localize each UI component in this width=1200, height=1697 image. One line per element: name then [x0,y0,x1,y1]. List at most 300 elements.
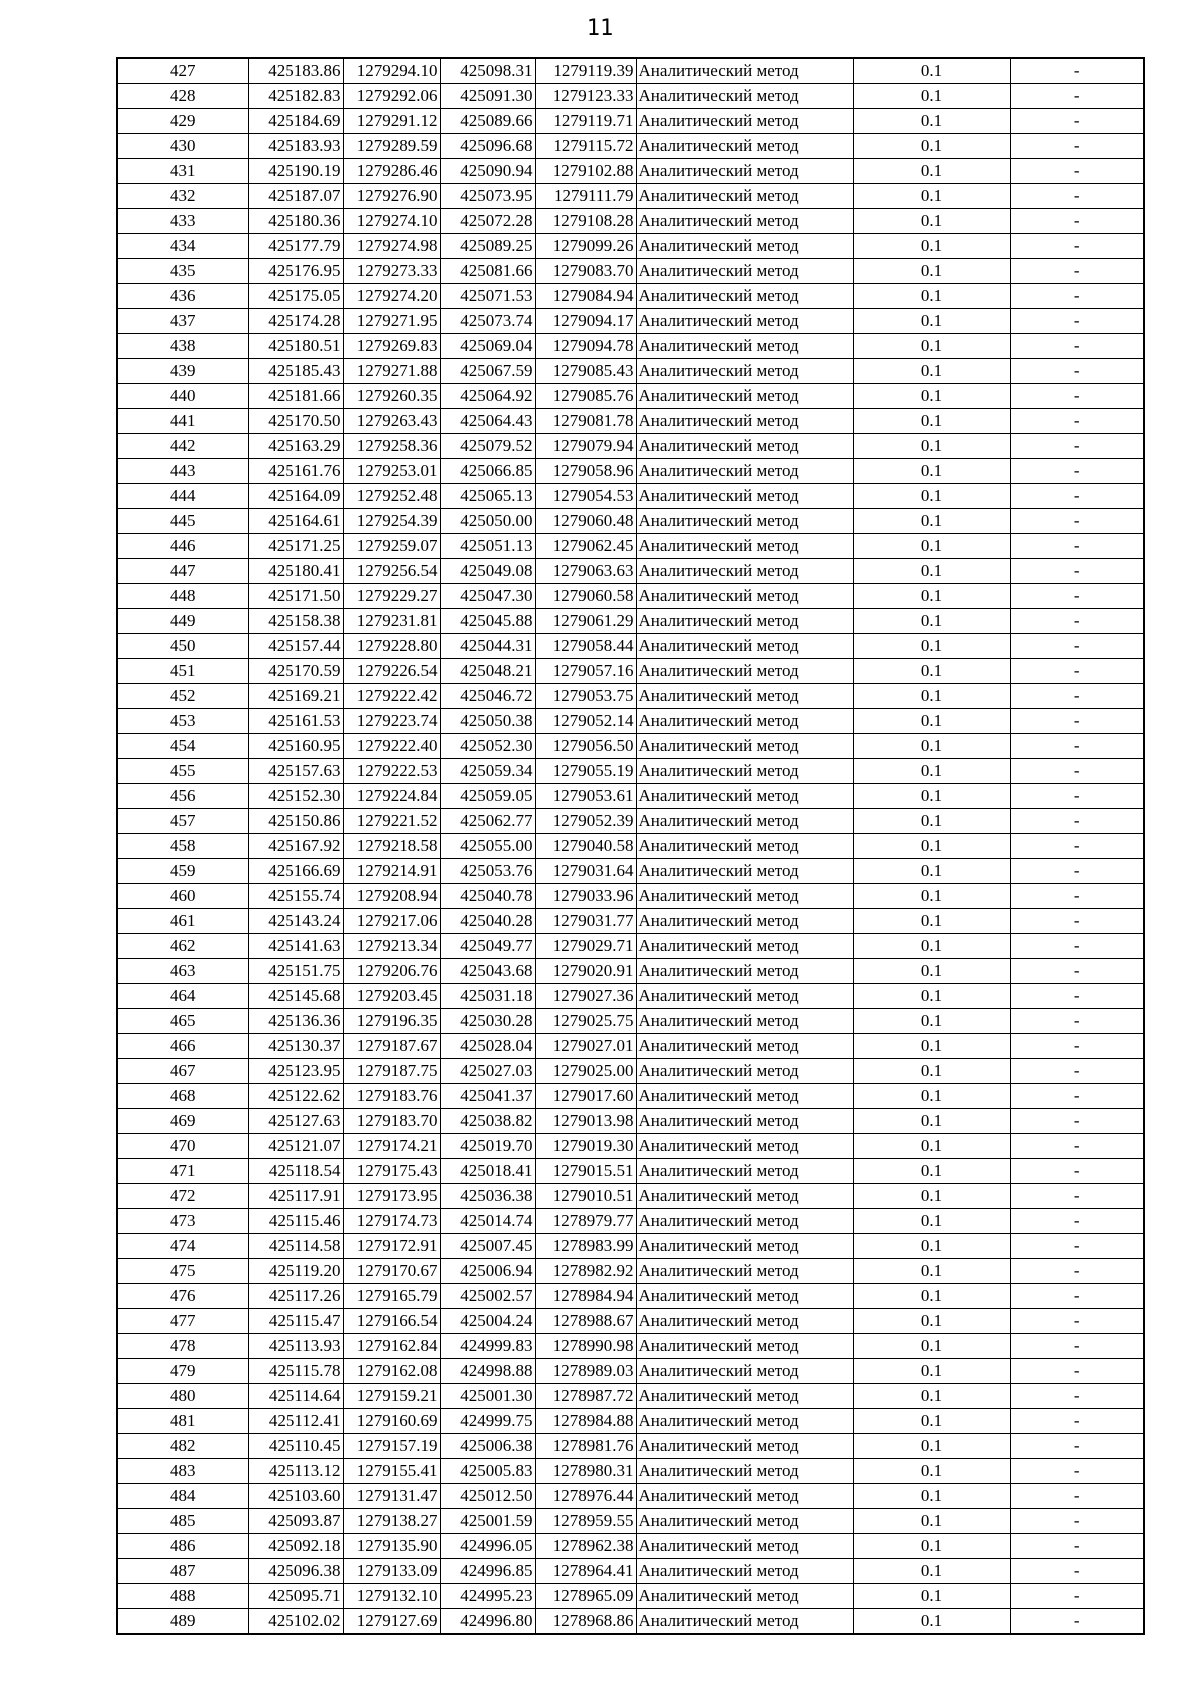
x-coordinate-1: 425161.53 [248,709,343,734]
point-number: 449 [117,609,248,634]
x-coordinate-2: 425001.59 [440,1509,535,1534]
note-cell: - [1010,1059,1144,1084]
method-cell: Аналитический метод [636,984,853,1009]
accuracy-cell: 0.1 [853,284,1010,309]
table-row [117,1109,1144,1134]
method-cell: Аналитический метод [636,1259,853,1284]
accuracy-cell: 0.1 [853,1134,1010,1159]
x-coordinate-1: 425121.07 [248,1134,343,1159]
y-coordinate-1: 1279274.20 [343,284,440,309]
x-coordinate-2: 425049.08 [440,559,535,584]
x-coordinate-1: 425163.29 [248,434,343,459]
x-coordinate-2: 425055.00 [440,834,535,859]
method-cell: Аналитический метод [636,1059,853,1084]
point-number: 439 [117,359,248,384]
x-coordinate-1: 425187.07 [248,184,343,209]
x-coordinate-1: 425113.12 [248,1459,343,1484]
x-coordinate-1: 425110.45 [248,1434,343,1459]
method-cell: Аналитический метод [636,1184,853,1209]
x-coordinate-2: 425073.95 [440,184,535,209]
method-cell: Аналитический метод [636,209,853,234]
accuracy-cell: 0.1 [853,1109,1010,1134]
note-cell: - [1010,1259,1144,1284]
accuracy-cell: 0.1 [853,309,1010,334]
x-coordinate-1: 425152.30 [248,784,343,809]
y-coordinate-2: 1279027.36 [535,984,636,1009]
table-row [117,884,1144,909]
note-cell: - [1010,1159,1144,1184]
y-coordinate-1: 1279157.19 [343,1434,440,1459]
point-number: 450 [117,634,248,659]
y-coordinate-2: 1279060.48 [535,509,636,534]
y-coordinate-1: 1279224.84 [343,784,440,809]
accuracy-cell: 0.1 [853,909,1010,934]
x-coordinate-1: 425174.28 [248,309,343,334]
method-cell: Аналитический метод [636,1234,853,1259]
accuracy-cell: 0.1 [853,109,1010,134]
y-coordinate-2: 1278984.94 [535,1284,636,1309]
note-cell: - [1010,409,1144,434]
method-cell: Аналитический метод [636,1509,853,1534]
table-row [117,784,1144,809]
y-coordinate-2: 1279083.70 [535,259,636,284]
method-cell: Аналитический метод [636,159,853,184]
accuracy-cell: 0.1 [853,484,1010,509]
y-coordinate-1: 1279165.79 [343,1284,440,1309]
note-cell: - [1010,1134,1144,1159]
y-coordinate-1: 1279222.40 [343,734,440,759]
y-coordinate-1: 1279166.54 [343,1309,440,1334]
x-coordinate-2: 425098.31 [440,58,535,84]
table-row [117,1559,1144,1584]
point-number: 436 [117,284,248,309]
y-coordinate-1: 1279208.94 [343,884,440,909]
y-coordinate-1: 1279263.43 [343,409,440,434]
point-number: 428 [117,84,248,109]
method-cell: Аналитический метод [636,1459,853,1484]
note-cell: - [1010,1309,1144,1334]
x-coordinate-1: 425171.25 [248,534,343,559]
accuracy-cell: 0.1 [853,1434,1010,1459]
method-cell: Аналитический метод [636,1359,853,1384]
x-coordinate-2: 425064.92 [440,384,535,409]
point-number: 456 [117,784,248,809]
y-coordinate-2: 1279017.60 [535,1084,636,1109]
x-coordinate-1: 425155.74 [248,884,343,909]
method-cell: Аналитический метод [636,1384,853,1409]
point-number: 445 [117,509,248,534]
y-coordinate-2: 1279111.79 [535,184,636,209]
accuracy-cell: 0.1 [853,684,1010,709]
method-cell: Аналитический метод [636,259,853,284]
table-row [117,1409,1144,1434]
accuracy-cell: 0.1 [853,509,1010,534]
point-number: 483 [117,1459,248,1484]
y-coordinate-2: 1278983.99 [535,1234,636,1259]
x-coordinate-1: 425166.69 [248,859,343,884]
note-cell: - [1010,1384,1144,1409]
x-coordinate-2: 425001.30 [440,1384,535,1409]
accuracy-cell: 0.1 [853,534,1010,559]
y-coordinate-2: 1279061.29 [535,609,636,634]
y-coordinate-1: 1279183.70 [343,1109,440,1134]
table-row [117,484,1144,509]
table-body [117,58,1144,1634]
method-cell: Аналитический метод [636,1034,853,1059]
x-coordinate-2: 425050.00 [440,509,535,534]
accuracy-cell: 0.1 [853,434,1010,459]
note-cell: - [1010,709,1144,734]
x-coordinate-2: 425046.72 [440,684,535,709]
note-cell: - [1010,1534,1144,1559]
x-coordinate-1: 425182.83 [248,84,343,109]
method-cell: Аналитический метод [636,1584,853,1609]
point-number: 466 [117,1034,248,1059]
y-coordinate-2: 1278990.98 [535,1334,636,1359]
method-cell: Аналитический метод [636,1409,853,1434]
note-cell: - [1010,509,1144,534]
method-cell: Аналитический метод [636,859,853,884]
y-coordinate-1: 1279172.91 [343,1234,440,1259]
x-coordinate-2: 425019.70 [440,1134,535,1159]
note-cell: - [1010,909,1144,934]
x-coordinate-1: 425102.02 [248,1609,343,1635]
note-cell: - [1010,784,1144,809]
table-row [117,1159,1144,1184]
method-cell: Аналитический метод [636,1534,853,1559]
accuracy-cell: 0.1 [853,234,1010,259]
x-coordinate-1: 425151.75 [248,959,343,984]
y-coordinate-2: 1279054.53 [535,484,636,509]
point-number: 454 [117,734,248,759]
x-coordinate-2: 425081.66 [440,259,535,284]
point-number: 473 [117,1209,248,1234]
x-coordinate-2: 425012.50 [440,1484,535,1509]
point-number: 430 [117,134,248,159]
y-coordinate-1: 1279276.90 [343,184,440,209]
point-number: 438 [117,334,248,359]
method-cell: Аналитический метод [636,584,853,609]
x-coordinate-1: 425180.41 [248,559,343,584]
point-number: 427 [117,58,248,84]
note-cell: - [1010,259,1144,284]
method-cell: Аналитический метод [636,784,853,809]
table-row [117,1184,1144,1209]
accuracy-cell: 0.1 [853,1259,1010,1284]
method-cell: Аналитический метод [636,234,853,259]
y-coordinate-2: 1279015.51 [535,1159,636,1184]
x-coordinate-1: 425092.18 [248,1534,343,1559]
y-coordinate-1: 1279218.58 [343,834,440,859]
method-cell: Аналитический метод [636,484,853,509]
note-cell: - [1010,659,1144,684]
y-coordinate-2: 1279013.98 [535,1109,636,1134]
method-cell: Аналитический метод [636,1309,853,1334]
note-cell: - [1010,609,1144,634]
x-coordinate-2: 424996.85 [440,1559,535,1584]
method-cell: Аналитический метод [636,834,853,859]
x-coordinate-2: 425028.04 [440,1034,535,1059]
table-row [117,309,1144,334]
table-row [117,234,1144,259]
x-coordinate-1: 425123.95 [248,1059,343,1084]
table-row [117,1384,1144,1409]
x-coordinate-2: 425036.38 [440,1184,535,1209]
point-number: 440 [117,384,248,409]
y-coordinate-2: 1279052.39 [535,809,636,834]
accuracy-cell: 0.1 [853,734,1010,759]
point-number: 459 [117,859,248,884]
point-number: 458 [117,834,248,859]
method-cell: Аналитический метод [636,334,853,359]
point-number: 465 [117,1009,248,1034]
point-number: 481 [117,1409,248,1434]
method-cell: Аналитический метод [636,58,853,84]
point-number: 451 [117,659,248,684]
note-cell: - [1010,459,1144,484]
y-coordinate-1: 1279291.12 [343,109,440,134]
x-coordinate-1: 425115.47 [248,1309,343,1334]
x-coordinate-1: 425170.59 [248,659,343,684]
note-cell: - [1010,359,1144,384]
y-coordinate-1: 1279273.33 [343,259,440,284]
y-coordinate-2: 1279102.88 [535,159,636,184]
point-number: 469 [117,1109,248,1134]
y-coordinate-2: 1279079.94 [535,434,636,459]
y-coordinate-1: 1279173.95 [343,1184,440,1209]
note-cell: - [1010,1559,1144,1584]
x-coordinate-1: 425115.46 [248,1209,343,1234]
point-number: 477 [117,1309,248,1334]
y-coordinate-1: 1279294.10 [343,58,440,84]
method-cell: Аналитический метод [636,1109,853,1134]
table-row [117,684,1144,709]
x-coordinate-2: 425050.38 [440,709,535,734]
y-coordinate-2: 1279085.76 [535,384,636,409]
method-cell: Аналитический метод [636,884,853,909]
point-number: 432 [117,184,248,209]
x-coordinate-2: 425014.74 [440,1209,535,1234]
note-cell: - [1010,809,1144,834]
accuracy-cell: 0.1 [853,1409,1010,1434]
y-coordinate-1: 1279258.36 [343,434,440,459]
y-coordinate-2: 1279010.51 [535,1184,636,1209]
y-coordinate-2: 1279027.01 [535,1034,636,1059]
method-cell: Аналитический метод [636,1334,853,1359]
note-cell: - [1010,1034,1144,1059]
table-row [117,1309,1144,1334]
table-row [117,859,1144,884]
table-row [117,709,1144,734]
y-coordinate-1: 1279162.08 [343,1359,440,1384]
note-cell: - [1010,1084,1144,1109]
table-row [117,809,1144,834]
table-row [117,1059,1144,1084]
y-coordinate-1: 1279269.83 [343,334,440,359]
y-coordinate-2: 1279119.39 [535,58,636,84]
y-coordinate-1: 1279274.98 [343,234,440,259]
y-coordinate-1: 1279138.27 [343,1509,440,1534]
x-coordinate-2: 425071.53 [440,284,535,309]
point-number: 468 [117,1084,248,1109]
x-coordinate-2: 425027.03 [440,1059,535,1084]
x-coordinate-1: 425145.68 [248,984,343,1009]
x-coordinate-1: 425130.37 [248,1034,343,1059]
y-coordinate-1: 1279214.91 [343,859,440,884]
x-coordinate-1: 425096.38 [248,1559,343,1584]
x-coordinate-2: 425089.25 [440,234,535,259]
method-cell: Аналитический метод [636,1284,853,1309]
table-row [117,759,1144,784]
x-coordinate-2: 425002.57 [440,1284,535,1309]
table-row [117,1434,1144,1459]
x-coordinate-2: 425096.68 [440,134,535,159]
y-coordinate-2: 1279019.30 [535,1134,636,1159]
x-coordinate-1: 425118.54 [248,1159,343,1184]
x-coordinate-2: 425091.30 [440,84,535,109]
note-cell: - [1010,884,1144,909]
note-cell: - [1010,159,1144,184]
method-cell: Аналитический метод [636,1434,853,1459]
point-number: 429 [117,109,248,134]
point-number: 437 [117,309,248,334]
point-number: 434 [117,234,248,259]
method-cell: Аналитический метод [636,559,853,584]
x-coordinate-1: 425164.61 [248,509,343,534]
x-coordinate-2: 425073.74 [440,309,535,334]
y-coordinate-2: 1279058.44 [535,634,636,659]
y-coordinate-2: 1278968.86 [535,1609,636,1635]
x-coordinate-1: 425114.58 [248,1234,343,1259]
y-coordinate-1: 1279131.47 [343,1484,440,1509]
accuracy-cell: 0.1 [853,1584,1010,1609]
note-cell: - [1010,109,1144,134]
x-coordinate-2: 425006.94 [440,1259,535,1284]
y-coordinate-2: 1279057.16 [535,659,636,684]
method-cell: Аналитический метод [636,659,853,684]
point-number: 484 [117,1484,248,1509]
table-row [117,1284,1144,1309]
x-coordinate-1: 425141.63 [248,934,343,959]
point-number: 472 [117,1184,248,1209]
y-coordinate-2: 1278987.72 [535,1384,636,1409]
accuracy-cell: 0.1 [853,634,1010,659]
note-cell: - [1010,1459,1144,1484]
table-row [117,734,1144,759]
x-coordinate-2: 425072.28 [440,209,535,234]
y-coordinate-2: 1278962.38 [535,1534,636,1559]
y-coordinate-2: 1279119.71 [535,109,636,134]
table-row [117,1234,1144,1259]
accuracy-cell: 0.1 [853,209,1010,234]
y-coordinate-2: 1279040.58 [535,834,636,859]
x-coordinate-1: 425150.86 [248,809,343,834]
x-coordinate-1: 425164.09 [248,484,343,509]
x-coordinate-2: 425040.78 [440,884,535,909]
y-coordinate-2: 1279058.96 [535,459,636,484]
y-coordinate-1: 1279289.59 [343,134,440,159]
note-cell: - [1010,1334,1144,1359]
y-coordinate-1: 1279222.42 [343,684,440,709]
y-coordinate-2: 1278980.31 [535,1459,636,1484]
y-coordinate-2: 1279099.26 [535,234,636,259]
x-coordinate-2: 425049.77 [440,934,535,959]
note-cell: - [1010,234,1144,259]
coordinates-table [116,57,1145,1635]
accuracy-cell: 0.1 [853,834,1010,859]
accuracy-cell: 0.1 [853,1334,1010,1359]
y-coordinate-1: 1279213.34 [343,934,440,959]
table-row [117,909,1144,934]
point-number: 461 [117,909,248,934]
note-cell: - [1010,284,1144,309]
x-coordinate-2: 425030.28 [440,1009,535,1034]
note-cell: - [1010,1434,1144,1459]
x-coordinate-1: 425157.44 [248,634,343,659]
y-coordinate-2: 1279081.78 [535,409,636,434]
y-coordinate-1: 1279174.73 [343,1209,440,1234]
accuracy-cell: 0.1 [853,409,1010,434]
y-coordinate-1: 1279260.35 [343,384,440,409]
y-coordinate-2: 1279063.63 [535,559,636,584]
accuracy-cell: 0.1 [853,384,1010,409]
y-coordinate-1: 1279254.39 [343,509,440,534]
note-cell: - [1010,1509,1144,1534]
y-coordinate-2: 1279052.14 [535,709,636,734]
point-number: 489 [117,1609,248,1635]
y-coordinate-1: 1279162.84 [343,1334,440,1359]
x-coordinate-2: 425069.04 [440,334,535,359]
table-row [117,1009,1144,1034]
point-number: 460 [117,884,248,909]
x-coordinate-1: 425180.51 [248,334,343,359]
point-number: 464 [117,984,248,1009]
y-coordinate-2: 1279033.96 [535,884,636,909]
accuracy-cell: 0.1 [853,1184,1010,1209]
x-coordinate-1: 425136.36 [248,1009,343,1034]
x-coordinate-2: 424996.05 [440,1534,535,1559]
y-coordinate-2: 1278981.76 [535,1434,636,1459]
point-number: 453 [117,709,248,734]
y-coordinate-2: 1279053.61 [535,784,636,809]
x-coordinate-1: 425184.69 [248,109,343,134]
point-number: 486 [117,1534,248,1559]
y-coordinate-2: 1278959.55 [535,1509,636,1534]
note-cell: - [1010,1484,1144,1509]
x-coordinate-2: 425040.28 [440,909,535,934]
x-coordinate-2: 425007.45 [440,1234,535,1259]
table-row [117,1259,1144,1284]
table-row [117,1534,1144,1559]
method-cell: Аналитический метод [636,959,853,984]
note-cell: - [1010,84,1144,109]
table-row [117,1459,1144,1484]
x-coordinate-2: 425038.82 [440,1109,535,1134]
y-coordinate-1: 1279196.35 [343,1009,440,1034]
x-coordinate-1: 425158.38 [248,609,343,634]
y-coordinate-1: 1279259.07 [343,534,440,559]
point-number: 455 [117,759,248,784]
note-cell: - [1010,759,1144,784]
note-cell: - [1010,134,1144,159]
y-coordinate-1: 1279187.67 [343,1034,440,1059]
note-cell: - [1010,309,1144,334]
note-cell: - [1010,1184,1144,1209]
x-coordinate-2: 425043.68 [440,959,535,984]
note-cell: - [1010,434,1144,459]
note-cell: - [1010,58,1144,84]
note-cell: - [1010,1009,1144,1034]
